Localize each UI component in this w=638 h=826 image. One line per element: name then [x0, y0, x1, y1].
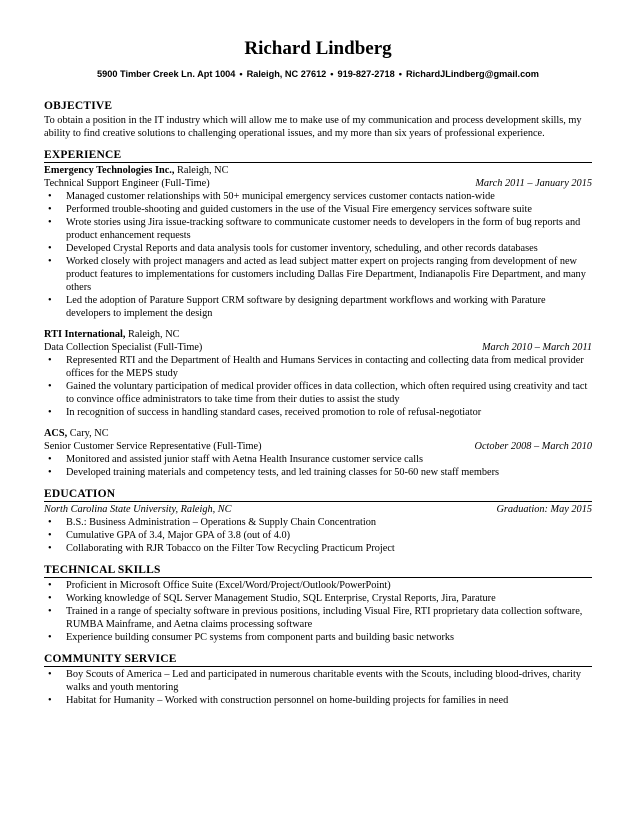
list-item: • Managed customer relationships with 50+ municipal emergency services customer contacts nation-wide — [48, 191, 495, 202]
bullet-icon: • — [48, 295, 52, 306]
company-location: Raleigh, NC — [174, 165, 229, 176]
list-item: • Collaborating with RJR Tobacco on the Filter Tow Recycling Practicum Project — [48, 543, 395, 554]
job-entry — [44, 164, 592, 320]
bullet-icon: • — [48, 606, 52, 617]
graduation-date: Graduation: May 2015 — [496, 504, 592, 515]
bullet-icon: • — [48, 580, 52, 591]
list-item: • Monitored and assisted junior staff with Aetna Health Insurance customer service calls — [48, 454, 423, 465]
list-item: • Performed trouble-shooting and guided customers in the use of the Visual Fire emergency services software suite — [48, 204, 532, 215]
job-bullets — [44, 190, 592, 320]
list-item: • Trained in a range of specialty software in previous positions, including Visual Fire, RTI proprietary data collection software, RUMBA Mainframe, and Aetna claims processing software — [48, 606, 583, 630]
education-section — [44, 488, 592, 555]
experience-section — [44, 149, 592, 479]
contact-line — [44, 68, 592, 80]
address: 5900 Timber Creek Ln. Apt 1004 — [97, 69, 236, 79]
job-dates: October 2008 – March 2010 — [474, 441, 592, 452]
bullet-icon: • — [48, 530, 52, 541]
bullet-icon: • — [48, 467, 52, 478]
community-heading: COMMUNITY SERVICE — [44, 653, 592, 667]
list-item: • Working knowledge of SQL Server Management Studio, SQL Enterprise, Crystal Reports, Jira, Parature — [48, 593, 496, 604]
community-section — [44, 653, 592, 707]
resume-page — [44, 38, 592, 716]
list-item: • Led the adoption of Parature Support CRM software by designing department workflows and working with Parature developers to implement the design — [48, 295, 546, 319]
skills-heading: TECHNICAL SKILLS — [44, 564, 592, 578]
list-item: • Cumulative GPA of 3.4, Major GPA of 3.8 (out of 4.0) — [48, 530, 291, 541]
bullet-icon: • — [48, 191, 52, 202]
job-bullets — [44, 453, 592, 479]
skills-section — [44, 564, 592, 644]
job-bullets — [44, 354, 592, 419]
list-item: • Gained the voluntary participation of medical provider offices in data collection, which often required using creativity and tact to convince office administrators to take time from their duties to assist the study — [48, 381, 588, 405]
job-entry — [44, 427, 592, 479]
job-entry — [44, 328, 592, 419]
objective-section — [44, 100, 592, 140]
bullet-icon: • — [48, 407, 52, 418]
list-item: • B.S.: Business Administration – Operations & Supply Chain Concentration — [48, 517, 377, 528]
education-bullets — [44, 516, 592, 555]
company-name: RTI International, — [44, 329, 126, 340]
list-item: • Experience building consumer PC systems from component parts and building basic networks — [48, 632, 455, 643]
bullet-icon: • — [48, 217, 52, 228]
list-item: • In recognition of success in handling standard cases, received promotion to role of refusal-negotiator — [48, 407, 482, 418]
bullet-icon: • — [48, 454, 52, 465]
bullet-icon: • — [48, 632, 52, 643]
bullet-icon: • — [48, 593, 52, 604]
bullet-icon: • — [48, 381, 52, 392]
bullet-icon: • — [48, 695, 52, 706]
list-item: • Developed Crystal Reports and data analysis tools for customer inventory, scheduling, and other records databases — [48, 243, 538, 254]
company-name: ACS, — [44, 428, 68, 439]
job-dates: March 2010 – March 2011 — [481, 342, 592, 353]
bullet-icon: • — [48, 204, 52, 215]
bullet-icon: • — [48, 543, 52, 554]
list-item: • Wrote stories using Jira issue-tracking software to communicate customer needs to developers in the form of bug reports and product enhancement requests — [48, 217, 581, 241]
separator-icon: • — [330, 69, 334, 79]
city: Raleigh, NC 27612 — [246, 69, 327, 79]
company-location: Raleigh, NC — [125, 329, 180, 340]
company-location: Cary, NC — [67, 428, 109, 439]
list-item: • Developed training materials and competency tests, and led training classes for 50-60 new staff members — [48, 467, 500, 478]
objective-heading: OBJECTIVE — [44, 100, 113, 112]
list-item: • Habitat for Humanity – Worked with construction personnel on home-building projects for families in need — [48, 695, 509, 706]
separator-icon: • — [239, 69, 243, 79]
candidate-name: Richard Lindberg — [244, 38, 392, 59]
bullet-icon: • — [48, 517, 52, 528]
list-item: • Represented RTI and the Department of Health and Humans Services in contacting and collecting data from medical provider offices for the MEPS study — [48, 355, 584, 379]
separator-icon: • — [398, 69, 402, 79]
school-name: North Carolina State University, Raleigh, NC — [44, 504, 232, 515]
bullet-icon: • — [48, 243, 52, 254]
list-item: • Proficient in Microsoft Office Suite (Excel/Word/Project/Outlook/PowerPoint) — [48, 580, 391, 591]
phone: 919-827-2718 — [337, 69, 395, 79]
bullet-icon: • — [48, 256, 52, 267]
community-bullets — [44, 668, 592, 707]
experience-heading: EXPERIENCE — [44, 149, 592, 163]
job-title: Data Collection Specialist (Full-Time) — [44, 342, 203, 353]
objective-text: To obtain a position in the IT industry which will allow me to make use of my communication and process development skills, my ability to find creative solutions to challenging operational issues, and my more than six years of professional experience. — [44, 115, 582, 139]
job-title: Senior Customer Service Representative (Full-Time) — [44, 441, 262, 452]
list-item: • Worked closely with project managers and acted as lead subject matter expert on projects ranging from development of new product features to implementations for customers including Dallas Fire Department, Indianapolis Fire Department, and many others — [48, 256, 586, 293]
skills-bullets — [44, 579, 592, 644]
bullet-icon: • — [48, 355, 52, 366]
bullet-icon: • — [48, 669, 52, 680]
education-heading: EDUCATION — [44, 488, 592, 502]
job-dates: March 2011 – January 2015 — [475, 178, 592, 189]
email-link[interactable]: RichardJLindberg@gmail.com — [405, 69, 539, 79]
company-name: Emergency Technologies Inc., — [44, 165, 175, 176]
list-item: • Boy Scouts of America – Led and participated in numerous charitable events with the Scouts, including blood-drives, charity walks and youth mentoring — [48, 669, 582, 693]
job-title: Technical Support Engineer (Full-Time) — [44, 178, 210, 189]
